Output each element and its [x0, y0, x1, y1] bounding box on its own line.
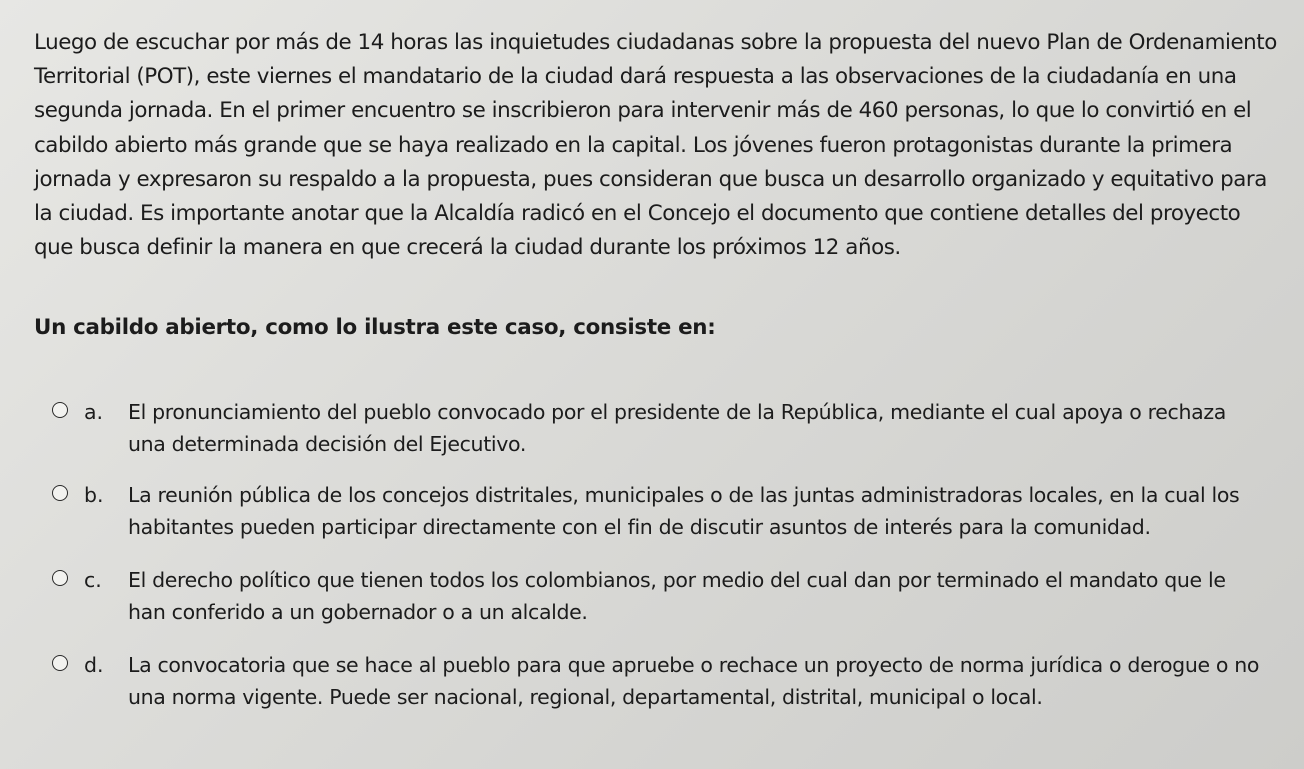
option-text-b: La reunión pública de los concejos distritales, municipales o de las juntas administradoras locales, en la cual los habitantes pueden participar directamente con el fin de discutir asuntos de interés para la comunidad. — [128, 483, 1240, 539]
reading-passage: Luego de escuchar por más de 14 horas las inquietudes ciudadanas sobre la propuesta del nuevo Plan de Ordenamiento Territorial (POT), este viernes el mandatario de la ciudad dará respuesta a las observaciones de la ciudadanía en una segunda jornada. En el primer encuentro se inscribieron para intervenir más de 460 personas, lo que lo convirtió en el cabildo abierto más grande que se haya realizado en la capital. Los jóvenes fueron protagonistas durante la primera jornada y expresaron su respaldo a la propuesta, pues consideran que busca un desarrollo organizado y equitativo para la ciudad. Es importante anotar que la Alcaldía radicó en el Concejo el documento que contiene detalles del proyecto que busca definir la manera en que crecerá la ciudad durante los próximos 12 años. — [34, 30, 1277, 261]
option-letter-c: c. — [84, 568, 102, 592]
question-prompt: Un cabildo abierto, como lo ilustra este caso, consiste en: — [34, 315, 716, 340]
radio-button-b[interactable] — [52, 485, 68, 501]
option-text-c: El derecho político que tienen todos los colombianos, por medio del cual dan por terminado el mandato que le han conferido a un gobernador o a un alcalde. — [128, 568, 1226, 624]
radio-button-a[interactable] — [52, 402, 68, 418]
option-text-a: El pronunciamiento del pueblo convocado por el presidente de la República, mediante el cual apoya o rechaza una determinada decisión del Ejecutivo. — [128, 400, 1226, 456]
radio-button-c[interactable] — [52, 570, 68, 586]
option-text-d: La convocatoria que se hace al pueblo para que apruebe o rechace un proyecto de norma jurídica o derogue o no una norma vigente. Puede ser nacional, regional, departamental, distrital, municipal o local. — [128, 653, 1260, 709]
option-letter-d: d. — [84, 653, 104, 677]
option-letter-b: b. — [84, 483, 104, 507]
radio-button-d[interactable] — [52, 655, 68, 671]
option-letter-a: a. — [84, 400, 104, 424]
